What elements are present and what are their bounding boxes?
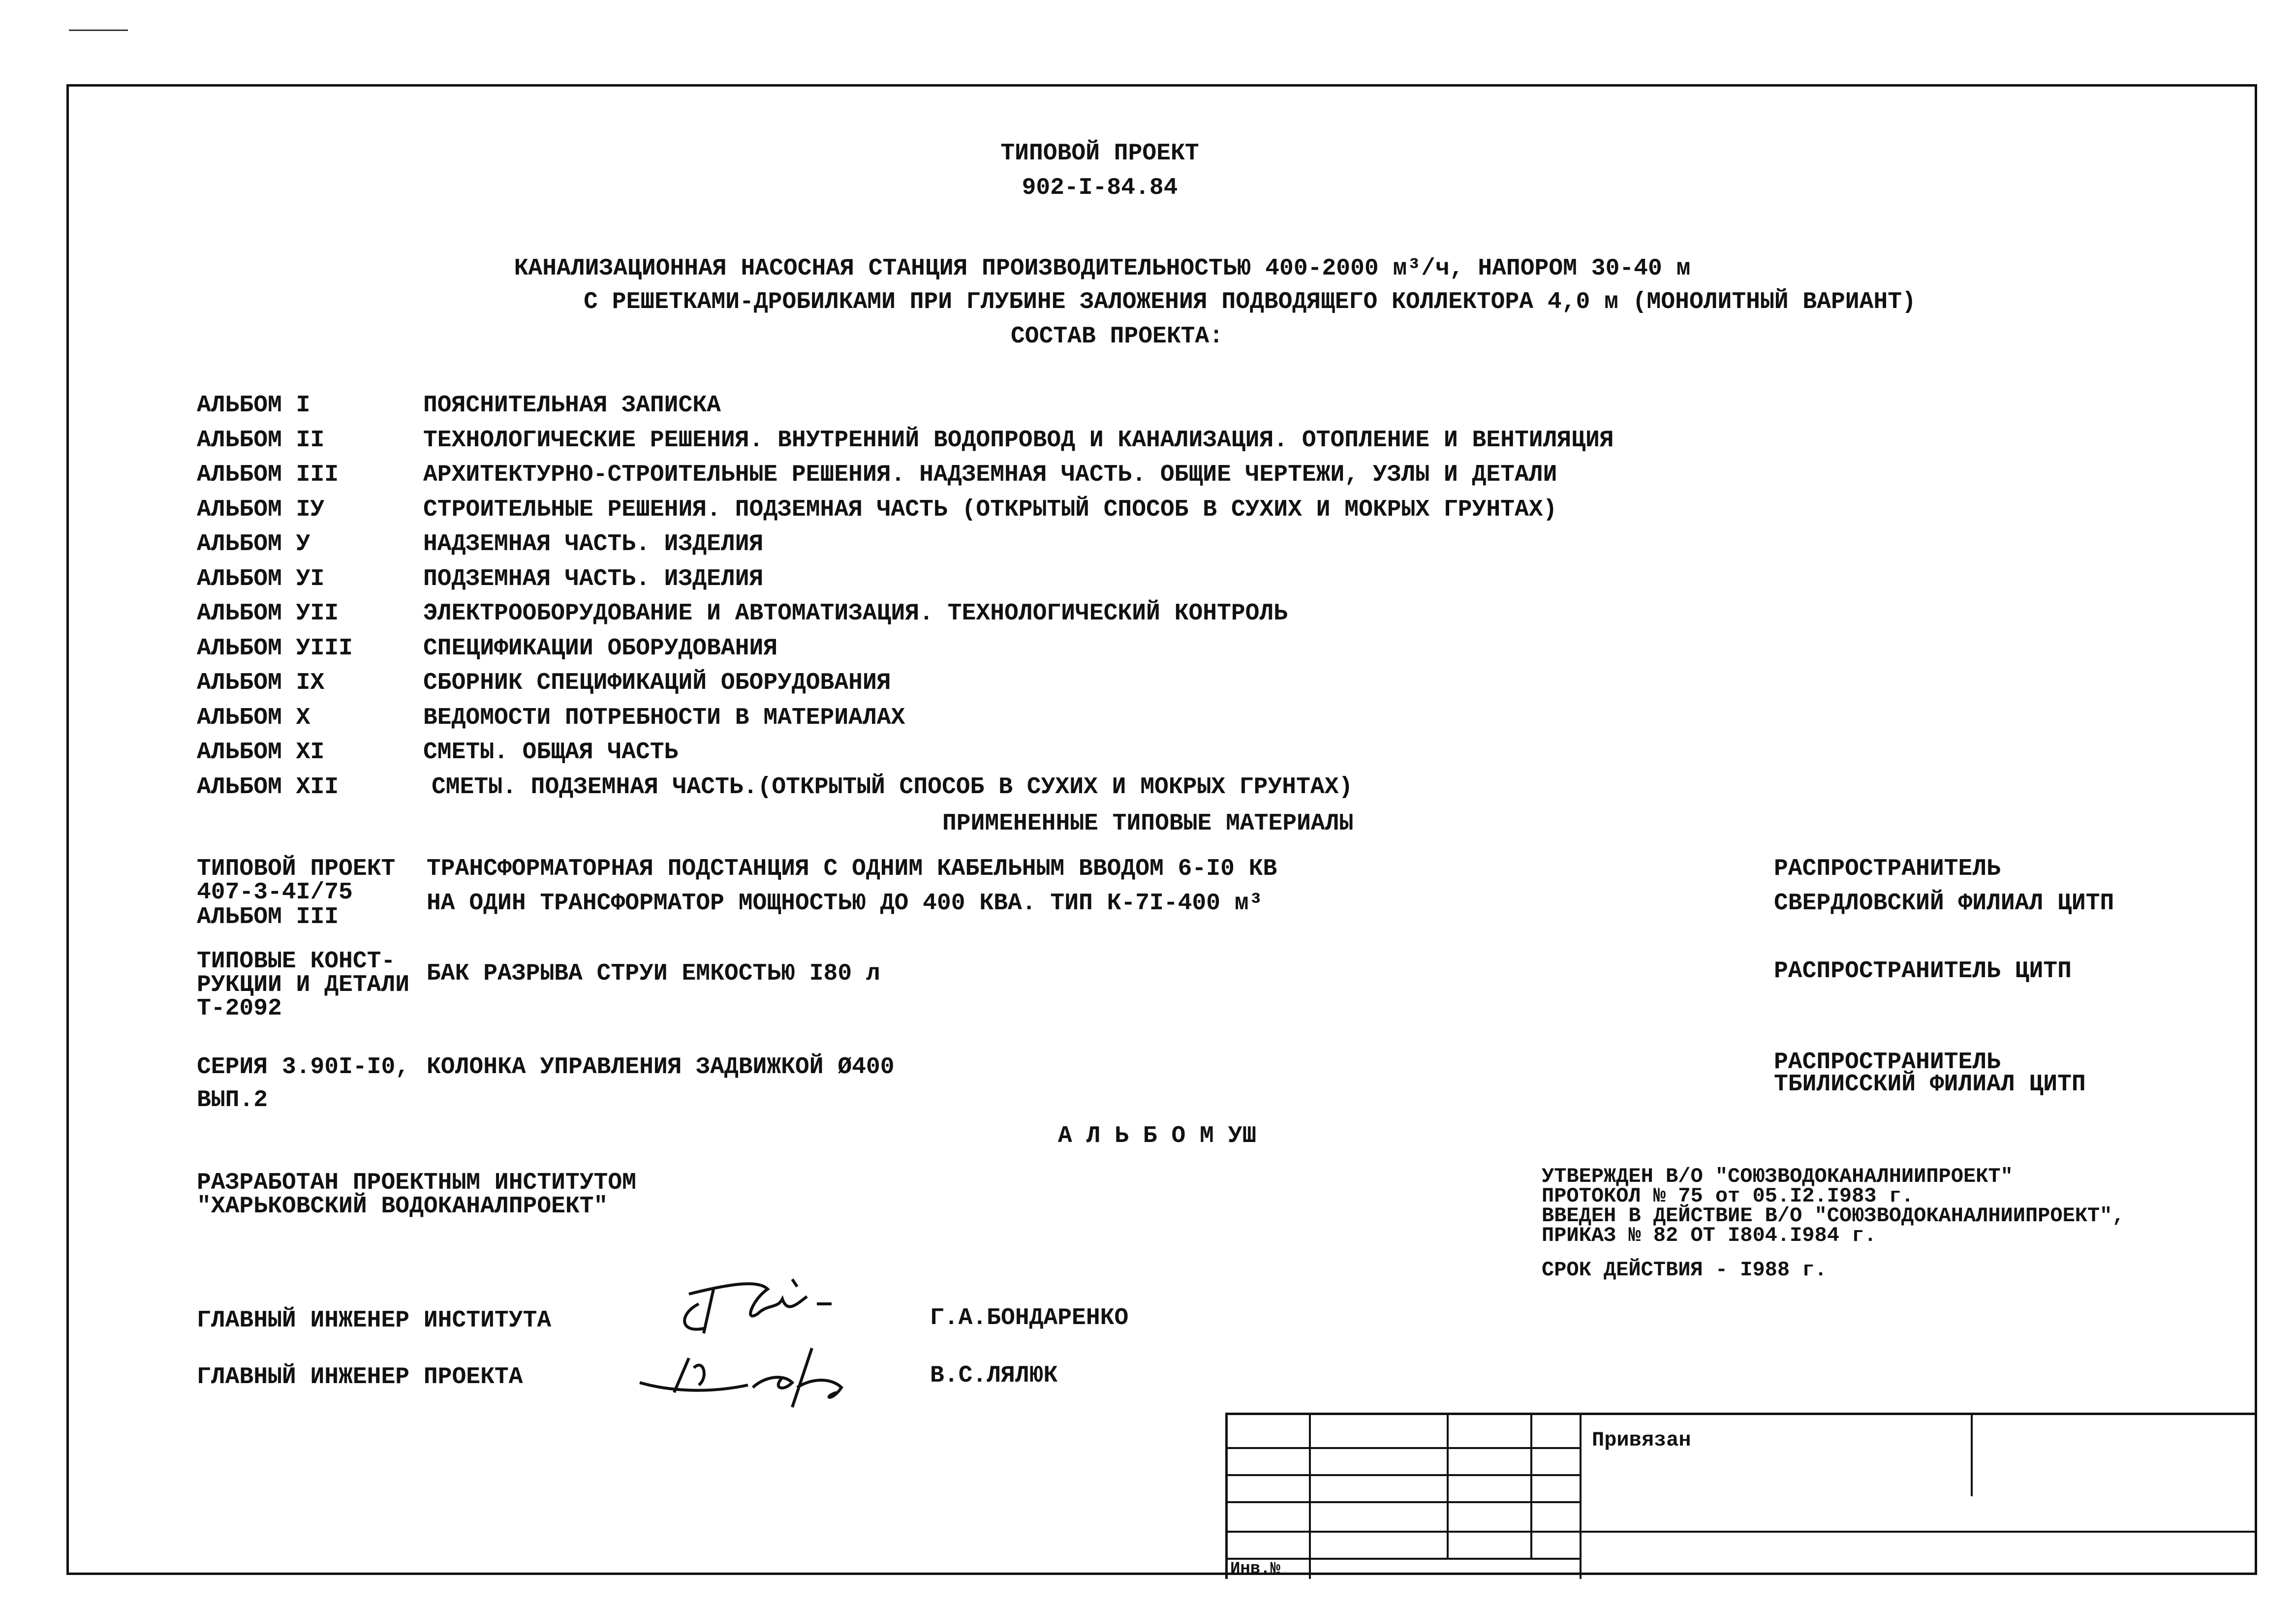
approval-line: ПРОТОКОЛ № 75 от 05.I2.I983 г. [1542, 1184, 1914, 1208]
applied-ref: Т-2092 [197, 995, 282, 1022]
developer: "ХАРЬКОВСКИЙ ВОДОКАНАЛПРОЕКТ" [197, 1193, 608, 1220]
applied-distributor: РАСПРОСТРАНИТЕЛЬ [1774, 1049, 2001, 1076]
title-block-stamp [1225, 1413, 2256, 1579]
album-label: АЛЬБОМ IУ [197, 496, 325, 523]
applied-desc: КОЛОНКА УПРАВЛЕНИЯ ЗАДВИЖКОЙ Ø400 [427, 1054, 895, 1080]
album-label: АЛЬБОМ XII [197, 773, 339, 801]
applied-desc: НА ОДИН ТРАНСФОРМАТОР МОЩНОСТЬЮ ДО 400 КВА. ТИП К-7I-400 м³ [427, 890, 1263, 917]
developer: РАЗРАБОТАН ПРОЕКТНЫМ ИНСТИТУТОМ [197, 1170, 636, 1196]
applied-distributor: РАСПРОСТРАНИТЕЛЬ [1774, 856, 2001, 882]
album-description: ПОДЗЕМНАЯ ЧАСТЬ. ИЗДЕЛИЯ [423, 565, 764, 592]
signature-role: ГЛАВНЫЙ ИНЖЕНЕР ИНСТИТУТА [197, 1307, 552, 1334]
applied-distributor: ТБИЛИССКИЙ ФИЛИАЛ ЦИТП [1774, 1071, 2086, 1098]
album-description: СПЕЦИФИКАЦИИ ОБОРУДОВАНИЯ [423, 635, 778, 662]
applied-ref: ТИПОВОЙ ПРОЕКТ [197, 856, 396, 882]
applied-ref: АЛЬБОМ III [197, 904, 339, 930]
album-label: АЛЬБОМ УII [197, 600, 339, 627]
project-title-line1: КАНАЛИЗАЦИОННАЯ НАСОСНАЯ СТАНЦИЯ ПРОИЗВОДИТЕЛЬНОСТЬЮ 400-2000 м³/ч, НАПОРОМ 30-40 м [514, 255, 1691, 282]
applied-ref: ВЫП.2 [197, 1087, 268, 1113]
applied-ref: 407-3-4I/75 [197, 879, 353, 906]
album-description: ПОЯСНИТЕЛЬНАЯ ЗАПИСКА [423, 392, 721, 419]
scan-mark [69, 30, 128, 31]
approval-line: ПРИКАЗ № 82 ОТ I804.I984 г. [1542, 1224, 1877, 1247]
project-type: ТИПОВОЙ ПРОЕКТ [1000, 140, 1199, 167]
album-label: АЛЬБОМ XI [197, 739, 325, 766]
album-description: СБОРНИК СПЕЦИФИКАЦИЙ ОБОРУДОВАНИЯ [423, 670, 891, 696]
signature-name: Г.А.БОНДАРЕНКО [930, 1305, 1129, 1331]
album-label: АЛЬБОМ УIII [197, 635, 353, 662]
album-description: СТРОИТЕЛЬНЫЕ РЕШЕНИЯ. ПОДЗЕМНАЯ ЧАСТЬ (ОТКРЫТЫЙ СПОСОБ В СУХИХ И МОКРЫХ ГРУНТАХ) [423, 496, 1557, 523]
album-label: АЛЬБОМ I [197, 392, 310, 419]
applied-distributor: СВЕРДЛОВСКИЙ ФИЛИАЛ ЦИТП [1774, 890, 2114, 917]
album-description: СМЕТЫ. ОБЩАЯ ЧАСТЬ [423, 739, 679, 766]
applied-ref: СЕРИЯ 3.90I-I0, [197, 1054, 410, 1080]
applied-desc: БАК РАЗРЫВА СТРУИ ЕМКОСТЬЮ I80 л [427, 960, 880, 987]
project-title-line2: С РЕШЕТКАМИ-ДРОБИЛКАМИ ПРИ ГЛУБИНЕ ЗАЛОЖЕНИЯ ПОДВОДЯЩЕГО КОЛЛЕКТОРА 4,0 м (МОНОЛИТНЫЙ ВАРИАНТ) [584, 289, 1916, 315]
approval-line: УТВЕРЖДЕН В/О "СОЮЗВОДОКАНАЛНИИПРОЕКТ" [1542, 1165, 2013, 1188]
applied-desc: ТРАНСФОРМАТОРНАЯ ПОДСТАНЦИЯ С ОДНИМ КАБЕЛЬНЫМ ВВОДОМ 6-I0 КВ [427, 856, 1277, 882]
composition-heading: СОСТАВ ПРОЕКТА: [1010, 323, 1224, 350]
album-label: АЛЬБОМ У [197, 531, 310, 557]
approval-line: ВВЕДЕН В ДЕЙСТВИЕ В/О "СОЮЗВОДОКАНАЛНИИПРОЕКТ", [1542, 1204, 2125, 1228]
album-description: ЭЛЕКТРООБОРУДОВАНИЕ И АВТОМАТИЗАЦИЯ. ТЕХНОЛОГИЧЕСКИЙ КОНТРОЛЬ [423, 600, 1288, 627]
album-description: НАДЗЕМНАЯ ЧАСТЬ. ИЗДЕЛИЯ [423, 531, 764, 557]
signature-name: В.С.ЛЯЛЮК [930, 1362, 1058, 1389]
album-description: СМЕТЫ. ПОДЗЕМНАЯ ЧАСТЬ.(ОТКРЫТЫЙ СПОСОБ В СУХИХ И МОКРЫХ ГРУНТАХ) [432, 773, 1353, 801]
attached-label: Привязан [1592, 1428, 1691, 1452]
applied-ref: РУКЦИИ И ДЕТАЛИ [197, 972, 410, 998]
applied-materials-heading: ПРИМЕНЕННЫЕ ТИПОВЫЕ МАТЕРИАЛЫ [942, 810, 1354, 837]
album-label: АЛЬБОМ УI [197, 565, 325, 592]
signature-role: ГЛАВНЫЙ ИНЖЕНЕР ПРОЕКТА [197, 1364, 523, 1390]
album-description: АРХИТЕКТУРНО-СТРОИТЕЛЬНЫЕ РЕШЕНИЯ. НАДЗЕМНАЯ ЧАСТЬ. ОБЩИЕ ЧЕРТЕЖИ, УЗЛЫ И ДЕТАЛИ [423, 462, 1557, 488]
project-number: 902-I-84.84 [1022, 175, 1178, 201]
album-description: ВЕДОМОСТИ ПОТРЕБНОСТИ В МАТЕРИАЛАХ [423, 704, 905, 731]
album-description: ТЕХНОЛОГИЧЕСКИЕ РЕШЕНИЯ. ВНУТРЕННИЙ ВОДОПРОВОД И КАНАЛИЗАЦИЯ. ОТОПЛЕНИЕ И ВЕНТИЛЯЦИЯ [423, 427, 1614, 454]
album-title: А Л Ь Б О М УШ [1058, 1123, 1257, 1149]
album-label: АЛЬБОМ X [197, 704, 310, 731]
inventory-number-label: Инв.№ [1230, 1560, 1281, 1578]
applied-distributor: РАСПРОСТРАНИТЕЛЬ ЦИТП [1774, 958, 2072, 985]
album-label: АЛЬБОМ II [197, 427, 325, 454]
album-label: АЛЬБОМ IX [197, 670, 325, 696]
approval-line: СРОК ДЕЙСТВИЯ - I988 г. [1542, 1258, 1827, 1282]
signature-chief-engineer-project [635, 1338, 891, 1412]
signature-chief-engineer-institute [669, 1269, 856, 1343]
album-label: АЛЬБОМ III [197, 462, 339, 488]
applied-ref: ТИПОВЫЕ КОНСТ- [197, 948, 396, 975]
